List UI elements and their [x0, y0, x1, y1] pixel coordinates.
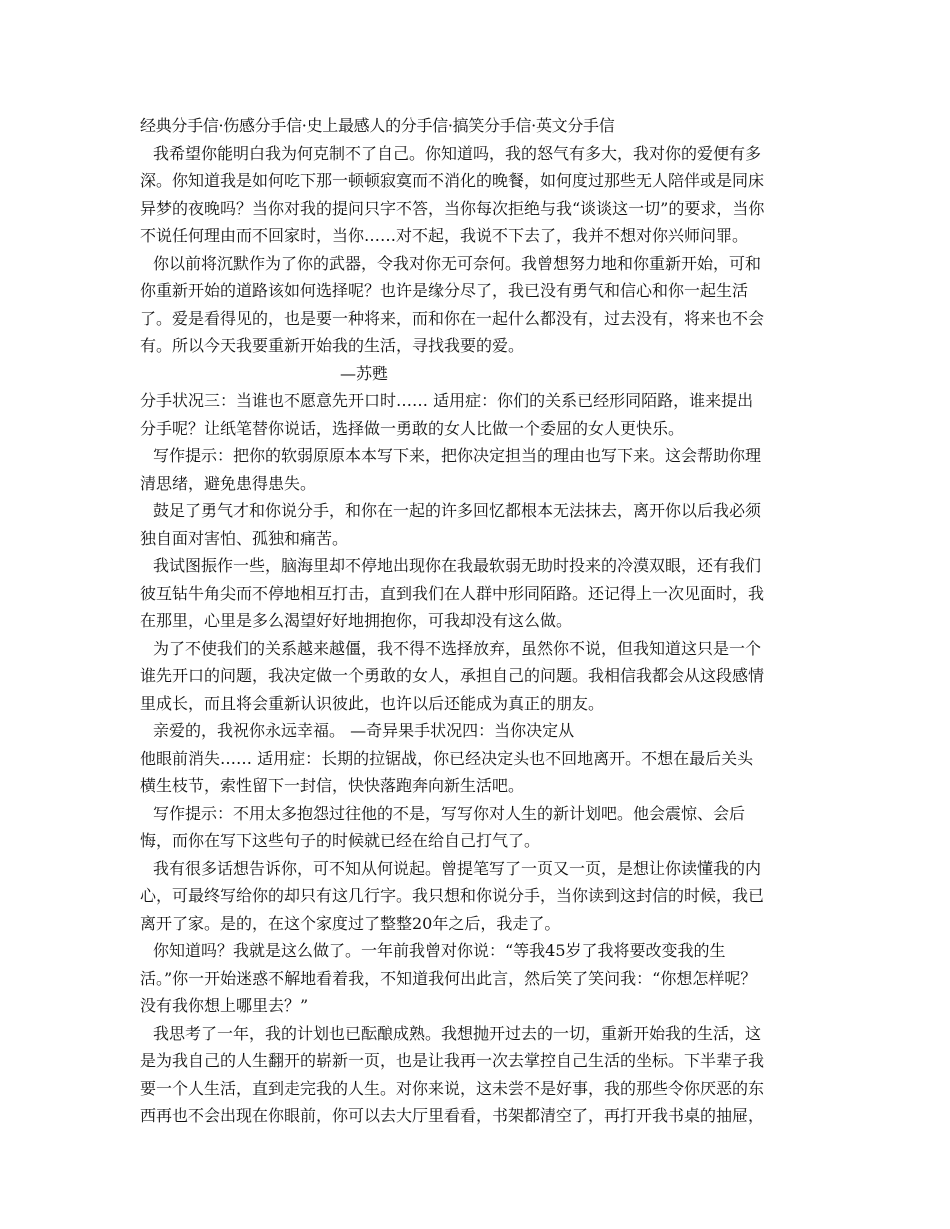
- text-line: 为了不使我们的关系越来越僵，我不得不选择放弃，虽然你不说，但我知道这只是一个: [153, 638, 762, 658]
- text-line: 悔，而你在写下这些句子的时候就已经在给自己打气了。: [140, 831, 541, 850]
- text-line: 亲爱的，我祝你永远幸福。 —奇异果手状况四：当你决定从: [153, 721, 575, 740]
- text-line: 要一个人生活，直到走完我的人生。对你来说，这未尝不是好事，我的那些令你厌恶的东: [140, 1078, 765, 1098]
- text-line: 了。爱是看得见的，也是要一种将来，而和你在一起什么都没有，过去没有，将来也不会: [140, 308, 765, 328]
- text-line: 他眼前消失…… 适用症：长期的拉锯战，你已经决定头也不回地离开。不想在最后关头: [140, 748, 754, 768]
- text-line: 异梦的夜晚吗？当你对我的提问只字不答，当你每次拒绝与我“谈谈这一切”的要求，当你: [140, 198, 765, 218]
- text-line: 里成长，而且将会重新认识彼此，也许以后还能成为真正的朋友。: [140, 693, 605, 713]
- text-line: 有。所以今天我要重新开始我的生活，寻找我要的爱。: [140, 336, 525, 355]
- text-line: 离开了家。是的，在这个家度过了整整20年之后，我走了。: [140, 913, 561, 933]
- text-line: 是为我自己的人生翻开的崭新一页，也是让我再一次去掌控自己生活的坐标。下半辈子我: [140, 1051, 765, 1070]
- text-line: 在那里，心里是多么渴望好好地拥抱你，可我却没有这么做。: [140, 611, 573, 630]
- text-line: 活。”你一开始迷惑不解地看着我，不知道我何出此言，然后笑了笑问我：“你想怎样呢？: [140, 968, 757, 988]
- text-line: 分手状况三：当谁也不愿意先开口时…… 适用症：你们的关系已经形同陌路，谁来提出: [140, 391, 754, 410]
- text-line: 深。你知道我是如何吃下那一顿顿寂寞而不消化的晚餐，如何度过那些无人陪伴或是同床: [140, 171, 765, 190]
- text-line: 谁先开口的问题，我决定做一个勇敢的女人，承担自己的问题。我相信我都会从这段感情: [140, 666, 765, 685]
- document-title: 经典分手信·伤感分手信·史上最感人的分手信·搞笑分手信·英文分手信: [140, 116, 615, 135]
- text-line: 我希望你能明白我为何克制不了自己。你知道吗，我的怒气有多大，我对你的爱便有多: [153, 143, 762, 163]
- text-line: 分手呢？让纸笔替你说话，选择做一勇敢的女人比做一个委屈的女人更快乐。: [140, 418, 685, 438]
- text-line: 彼互钻牛角尖而不停地相互打击，直到我们在人群中形同陌路。还记得上一次见面时，我: [140, 583, 765, 603]
- text-line: 我试图振作一些，脑海里却不停地出现你在我最软弱无助时投来的冷漠双眼，还有我们: [153, 556, 762, 575]
- text-line: 我有很多话想告诉你，可不知从何说起。曾提笔写了一页又一页，是想让你读懂我的内: [153, 858, 762, 878]
- text-line: 独自面对害怕、孤独和痛苦。: [140, 528, 349, 548]
- text-line: 鼓足了勇气才和你说分手，和你在一起的许多回忆都根本无法抹去，离开你以后我必须: [153, 501, 762, 520]
- text-line: 你以前将沉默作为了你的武器，令我对你无可奈何。我曾想努力地和你重新开始，可和: [153, 253, 762, 273]
- text-line: 你知道吗？我就是这么做了。一年前我曾对你说：“等我45岁了我将要改变我的生: [153, 941, 726, 960]
- text-line: 没有我你想上哪里去？”: [140, 996, 309, 1015]
- text-line: 写作提示：把你的软弱原原本本写下来，把你决定担当的理由也写下来。这会帮助你理: [153, 446, 762, 465]
- text-line: 横生枝节，索性留下一封信，快快落跑奔向新生活吧。: [140, 776, 525, 795]
- document-page: [140, 112, 812, 1130]
- text-line: 我思考了一年，我的计划也已酝酿成熟。我想抛开过去的一切，重新开始我的生活，这: [153, 1023, 762, 1043]
- text-line: 写作提示：不用太多抱怨过往他的不是，写写你对人生的新计划吧。他会震惊、会后: [153, 803, 746, 823]
- text-line: 心，可最终写给你的却只有这几行字。我只想和你说分手，当你读到这封信的时候，我已: [140, 886, 765, 905]
- text-line: 不说任何理由而不回家时，当你……对不起，我说不下去了，我并不想对你兴师问罪。: [140, 226, 749, 245]
- text-line: 清思绪，避免患得患失。: [140, 473, 317, 493]
- signature-line: —苏甦: [340, 363, 389, 383]
- text-line: 你重新开始的道路该如何选择呢？也许是缘分尽了，我已没有勇气和信心和你一起生活: [140, 281, 749, 300]
- text-line: 西再也不会出现在你眼前，你可以去大厅里看看，书架都清空了，再打开我书桌的抽屉，: [140, 1106, 765, 1125]
